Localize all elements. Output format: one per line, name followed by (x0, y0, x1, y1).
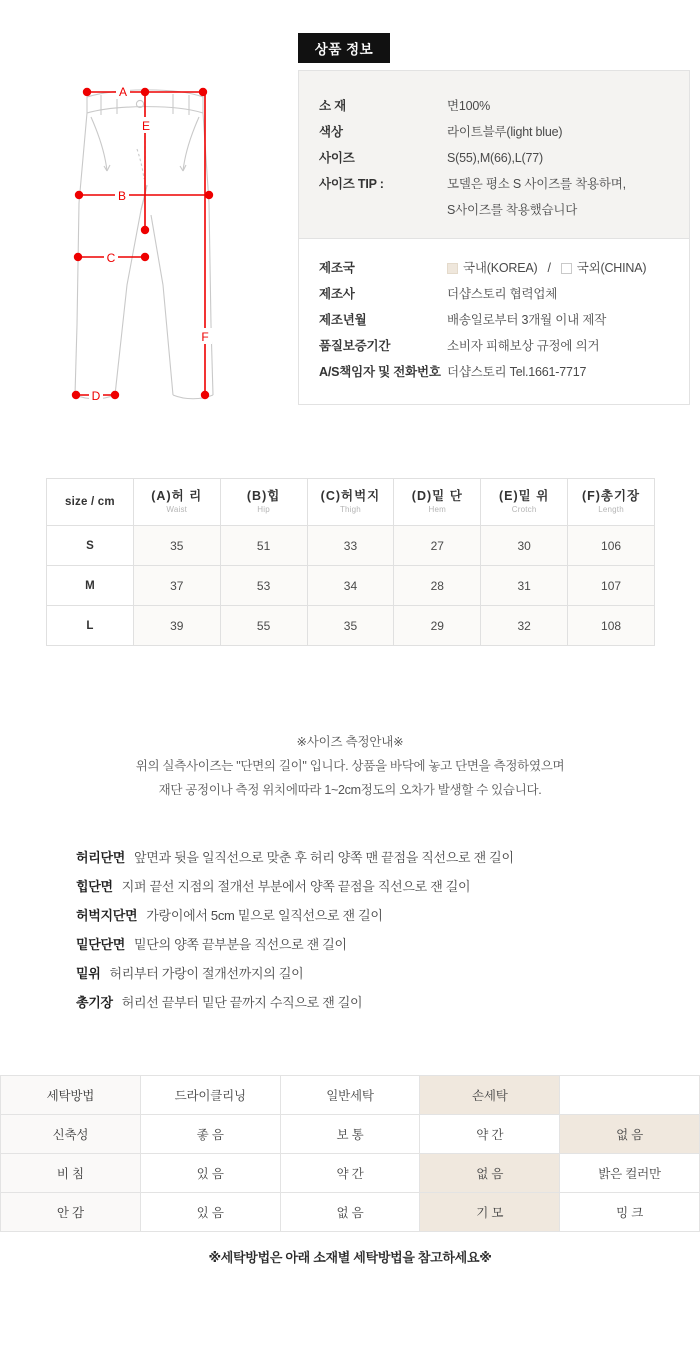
spec-row-manufacturer (319, 281, 689, 307)
definition-term-hip: 힙단면 (76, 879, 113, 894)
measurement-guide-line-2: 재단 공정이나 측정 위치에따라 1~2cm정도의 오차가 발생할 수 있습니다. (158, 783, 542, 797)
spec-label-manufacturer: 제조사 (319, 287, 355, 301)
spec-value-service-contact: 더샵스토리 Tel.1661-7717 (447, 365, 587, 379)
spec-value-manufacture-date: 배송일로부터 3개월 이내 제작 (447, 313, 607, 327)
size-chart-table (46, 478, 655, 646)
size-row-label-s: S (47, 526, 134, 566)
care-cell-elasticity-none: 없 음 (560, 1115, 700, 1154)
care-cell-lining-yes: 있 음 (140, 1193, 280, 1232)
origin-overseas-label: 국외(CHINA) (576, 261, 647, 275)
spec-value-origin (447, 255, 646, 281)
care-cell-sheerness-yes: 있 음 (140, 1154, 280, 1193)
care-cell-sheerness-light-color: 밝은 컬러만 (560, 1154, 700, 1193)
table-row (47, 526, 655, 566)
care-cell-lining-mink: 밍 크 (560, 1193, 700, 1232)
size-chart-header-waist (133, 479, 220, 526)
table-row (47, 566, 655, 606)
definition-row-hip (76, 872, 676, 901)
cell-l-crotch: 32 (481, 606, 568, 646)
measurement-guide-title: ※사이즈 측정안내※ (296, 735, 404, 749)
header-kr-waist: (A)허 리 (151, 489, 203, 503)
care-cell-elasticity-slight: 약 간 (420, 1115, 560, 1154)
table-row (1, 1154, 700, 1193)
header-en-length: Length (598, 505, 624, 514)
size-chart-header-crotch (481, 479, 568, 526)
care-cell-elasticity-normal: 보 통 (280, 1115, 420, 1154)
checkbox-overseas-icon (561, 263, 572, 274)
marker-label-b: B (117, 189, 127, 203)
spec-value-size-tip: 모델은 평소 S 사이즈를 착용하며, (447, 177, 626, 191)
marker-label-e: E (141, 119, 151, 133)
cell-m-thigh: 34 (307, 566, 394, 606)
size-chart-header-row (47, 479, 655, 526)
marker-label-a: A (118, 85, 128, 99)
product-info-section (0, 0, 700, 420)
care-cell-elasticity-good: 좋 음 (140, 1115, 280, 1154)
spec-label-manufacture-date: 제조년월 (319, 313, 367, 327)
measurement-guide-line-1: 위의 실측사이즈는 "단면의 길이" 입니다. 상품을 바닥에 놓고 단면을 측정하였으며 (135, 759, 565, 773)
spec-value-manufacturer: 더샵스토리 협력업체 (447, 287, 558, 301)
cell-m-waist: 37 (133, 566, 220, 606)
spec-row-size-tip (319, 171, 689, 197)
care-cell-dry-clean: 드라이클리닝 (140, 1076, 280, 1115)
marker-label-c: C (106, 251, 116, 265)
size-chart-header-hem (394, 479, 481, 526)
cell-l-waist: 39 (133, 606, 220, 646)
care-row-label-lining: 안 감 (1, 1193, 141, 1232)
size-chart-container (46, 478, 655, 646)
size-row-label-l: L (47, 606, 134, 646)
definition-row-waist (76, 843, 676, 872)
care-instructions-note: ※세탁방법은 아래 소재별 세탁방법을 참고하세요※ (208, 1250, 492, 1265)
care-instructions-container (0, 1075, 700, 1232)
header-en-hem: Hem (428, 505, 447, 514)
cell-s-crotch: 30 (481, 526, 568, 566)
spec-label-service-contact: A/S책임자 및 전화번호 (319, 365, 441, 379)
spec-label-size-tip: 사이즈 TIP : (319, 177, 384, 191)
care-row-label-sheerness: 비 침 (1, 1154, 141, 1193)
definition-row-thigh (76, 901, 676, 930)
care-instructions-table (0, 1075, 700, 1232)
table-row (1, 1076, 700, 1115)
definition-row-crotch (76, 959, 676, 988)
spec-row-size (319, 145, 689, 171)
measurement-definition-list (76, 843, 676, 1017)
cell-m-length: 107 (568, 566, 655, 606)
cell-s-waist: 35 (133, 526, 220, 566)
spec-label-origin: 제조국 (319, 261, 355, 275)
spec-value-size-tip-cont: S사이즈를 착용했습니다 (447, 203, 578, 217)
spec-value-warranty: 소비자 피해보상 규정에 의거 (447, 339, 600, 353)
spec-label-color: 색상 (319, 125, 343, 139)
care-row-label-elasticity: 신축성 (1, 1115, 141, 1154)
cell-l-hem: 29 (394, 606, 481, 646)
cell-s-length: 106 (568, 526, 655, 566)
care-cell-lining-fleece: 기 모 (420, 1193, 560, 1232)
marker-label-d: D (91, 389, 101, 403)
definition-desc-hip: 지퍼 끝선 지점의 절개선 부분에서 양쪽 끝점을 직선으로 잰 길이 (121, 879, 471, 894)
table-row (1, 1115, 700, 1154)
cell-s-hem: 27 (394, 526, 481, 566)
spec-label-size: 사이즈 (319, 151, 355, 165)
product-info-panel (298, 70, 690, 405)
header-kr-hip: (B)힙 (246, 489, 281, 503)
header-kr-thigh: (C)허벅지 (320, 489, 381, 503)
size-row-label-m: M (47, 566, 134, 606)
cell-l-thigh: 35 (307, 606, 394, 646)
product-info-tab: 상품 정보 (298, 33, 390, 63)
header-en-thigh: Thigh (339, 505, 361, 514)
table-row (47, 606, 655, 646)
spec-value-material: 면100% (447, 99, 491, 113)
table-row (1, 1193, 700, 1232)
definition-term-waist: 허리단면 (76, 850, 126, 865)
definition-desc-waist: 앞면과 뒷을 일직선으로 맞춘 후 허리 양쪽 맨 끝점을 직선으로 잰 길이 (134, 850, 514, 865)
cell-m-hem: 28 (394, 566, 481, 606)
size-chart-header-thigh (307, 479, 394, 526)
care-row-label-wash-method: 세탁방법 (1, 1076, 141, 1115)
spec-row-color (319, 119, 689, 145)
header-kr-hem: (D)밑 단 (411, 489, 463, 503)
definition-row-length (76, 988, 676, 1017)
header-kr-length: (F)총기장 (581, 489, 641, 503)
definition-term-hem: 밑단단면 (76, 937, 126, 952)
care-cell-wash-empty (560, 1076, 700, 1115)
spec-row-warranty (319, 333, 689, 359)
spec-row-origin (319, 255, 689, 281)
spec-label-warranty: 품질보증기간 (319, 339, 391, 353)
definition-desc-hem: 밑단의 양쪽 끝부분을 직선으로 잰 길이 (134, 937, 347, 952)
definition-term-length: 총기장 (76, 995, 113, 1010)
header-en-waist: Waist (166, 505, 188, 514)
care-cell-sheerness-none: 없 음 (420, 1154, 560, 1193)
care-cell-lining-none: 없 음 (280, 1193, 420, 1232)
pants-measurement-diagram (55, 75, 270, 405)
size-chart-corner-header: size / cm (47, 479, 134, 526)
spec-label-material: 소 재 (319, 99, 347, 113)
cell-m-crotch: 31 (481, 566, 568, 606)
cell-s-hip: 51 (220, 526, 307, 566)
spec-row-manufacture-date (319, 307, 689, 333)
spec-row-size-tip-cont (319, 197, 689, 223)
care-cell-hand-wash: 손세탁 (420, 1076, 560, 1115)
measurement-guide-note (0, 730, 700, 802)
header-en-hip: Hip (257, 505, 270, 514)
definition-row-hem (76, 930, 676, 959)
product-spec-list (299, 71, 689, 239)
checkbox-domestic-icon (447, 263, 458, 274)
spec-row-material (319, 93, 689, 119)
definition-term-thigh: 허벅지단면 (76, 908, 138, 923)
manufacturer-spec-list (299, 239, 689, 395)
cell-l-hip: 55 (220, 606, 307, 646)
origin-domestic-label: 국내(KOREA) (463, 261, 538, 275)
definition-desc-thigh: 가랑이에서 5cm 밑으로 일직선으로 잰 길이 (146, 908, 383, 923)
spec-row-service-contact (319, 359, 689, 385)
spec-value-color: 라이트블루(light blue) (447, 125, 563, 139)
definition-term-crotch: 밑위 (76, 966, 101, 981)
size-chart-header-hip (220, 479, 307, 526)
origin-separator: / (547, 261, 551, 275)
definition-desc-length: 허리선 끝부터 밑단 끝까지 수직으로 잰 길이 (121, 995, 363, 1010)
care-cell-sheerness-slight: 약 간 (280, 1154, 420, 1193)
header-en-crotch: Crotch (511, 505, 537, 514)
cell-m-hip: 53 (220, 566, 307, 606)
size-chart-header-length (568, 479, 655, 526)
spec-value-size: S(55),M(66),L(77) (447, 151, 543, 165)
marker-label-f: F (201, 330, 209, 344)
definition-desc-crotch: 허리부터 가랑이 절개선까지의 길이 (109, 966, 304, 981)
header-kr-crotch: (E)밑 위 (498, 489, 550, 503)
cell-l-length: 108 (568, 606, 655, 646)
cell-s-thigh: 33 (307, 526, 394, 566)
care-cell-normal-wash: 일반세탁 (280, 1076, 420, 1115)
